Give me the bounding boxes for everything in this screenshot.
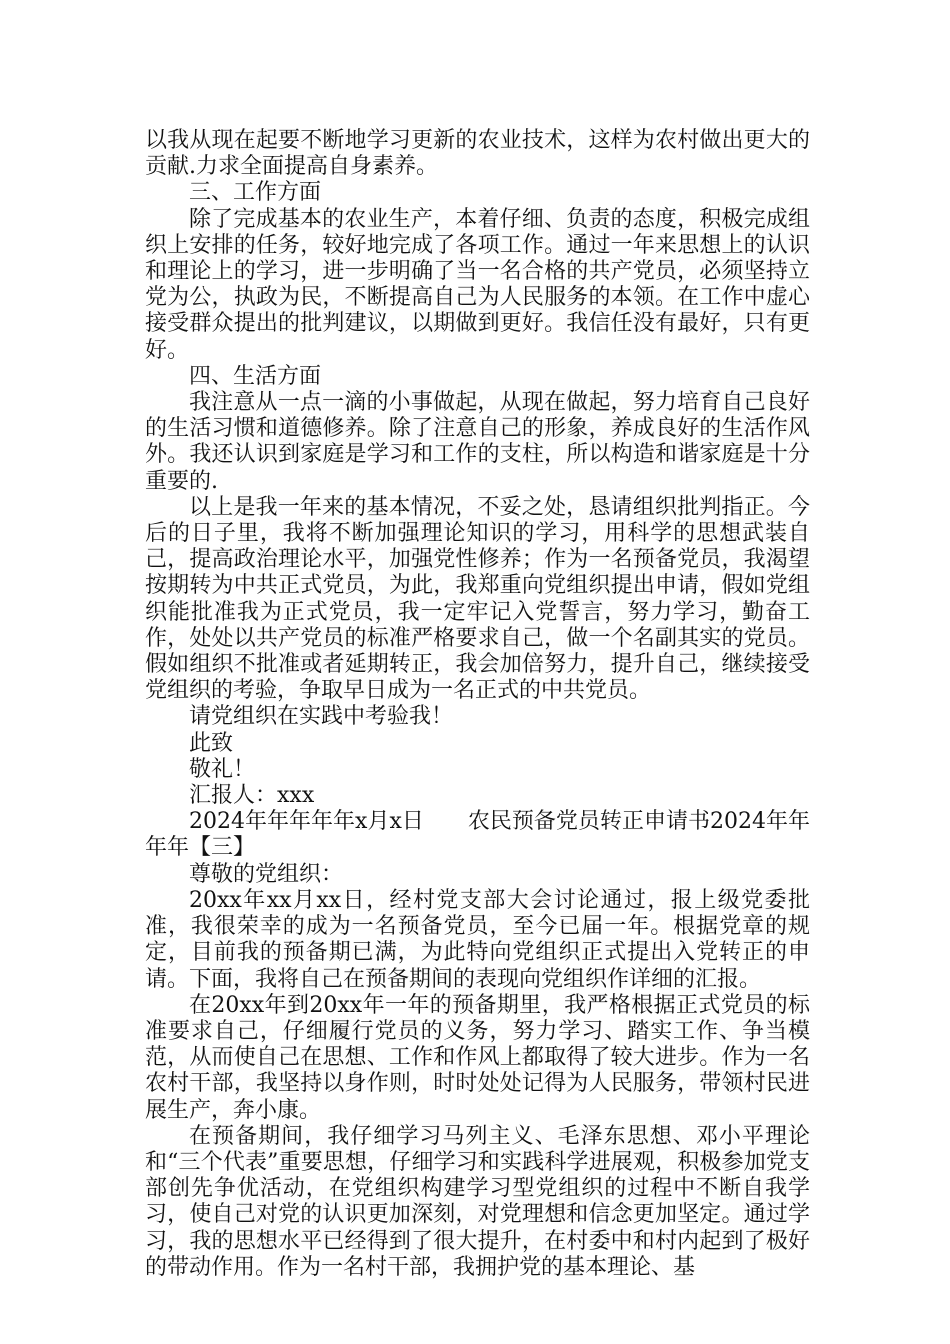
- section-heading-life: 四、生活方面: [189, 363, 322, 389]
- paragraph: 以我从现在起要不断地学习更新的农业技术，这样为农村做出更大的贡献.力求全面提高自身素养。: [145, 128, 810, 180]
- paragraph: 以上是我一年来的基本情况，不妥之处，恳请组织批判指正。今后的日子里，我将不断加强理论知识的学习，用科学的思想武装自己，提高政治理论水平，加强党性修养；作为一名预备党员，我渴望按期转为中共正式党员，为此，我郑重向党组织提出申请，假如党组织能批准我为正式党员，我一定牢记入党誓言，努力学习，勤奋工作，处处以共产党员的标准严格要求自己，做一个名副其实的党员。假如组织不批准或者延期转正，我会加倍努力，提升自己，继续接受党组织的考验，争取早日成为一名正式的中共党员。: [145, 494, 810, 704]
- salutation-line: 此致: [189, 730, 234, 756]
- paragraph: 在预备期间，我仔细学习马列主义、毛泽东思想、邓小平理论和“三个代表”重要思想，仔细学习和实践科学进展观，积极参加党支部创先争优活动，在党组织构建学习型党组织的过程中不断自我学习，使自己对党的认识更加深刻，对党理想和信念更加坚定。通过学习，我的思想水平已经得到了很大提升，在村委中和村内起到了极好的带动作用。作为一名村干部，我拥护党的基本理论、基: [145, 1123, 810, 1280]
- reporter-signature: 汇报人：xxx: [189, 783, 315, 809]
- date-and-title-line: 2024年年年年年x月x日 农民预备党员转正申请书2024年年年年【三】: [145, 809, 810, 861]
- section-heading-work: 三、工作方面: [189, 180, 322, 206]
- closing-request: 请党组织在实践中考验我！: [189, 704, 454, 730]
- salutation-line: 敬礼！: [189, 756, 256, 782]
- greeting: 尊敬的党组织：: [189, 861, 344, 887]
- paragraph: 我注意从一点一滴的小事做起，从现在做起，努力培育自己良好的生活习惯和道德修养。除了注意自己的形象，养成良好的生活作风外。我还认识到家庭是学习和工作的支柱，所以构造和谐家庭是十分重要的.: [145, 390, 810, 494]
- paragraph: 在20xx年到20xx年一年的预备期里，我严格根据正式党员的标准要求自己，仔细履行党员的义务，努力学习、踏实工作、争当模范，从而使自己在思想、工作和作风上都取得了较大进步。作为一名农村干部，我坚持以身作则，时时处处记得为人民服务，带领村民进展生产，奔小康。: [145, 992, 810, 1123]
- paragraph: 20xx年xx月xx日，经村党支部大会讨论通过，报上级党委批准，我很荣幸的成为一名预备党员，至今已届一年。根据党章的规定，目前我的预备期已满，为此特向党组织正式提出入党转正的申请。下面，我将自己在预备期间的表现向党组织作详细的汇报。: [145, 887, 810, 992]
- paragraph: 除了完成基本的农业生产，本着仔细、负责的态度，积极完成组织上安排的任务，较好地完成了各项工作。通过一年来思想上的认识和理论上的学习，进一步明确了当一名合格的共产党员，必须坚持立党为公，执政为民，不断提高自己为人民服务的本领。在工作中虚心接受群众提出的批判建议，以期做到更好。我信任没有最好，只有更好。: [145, 206, 810, 363]
- document-body: [145, 128, 810, 1281]
